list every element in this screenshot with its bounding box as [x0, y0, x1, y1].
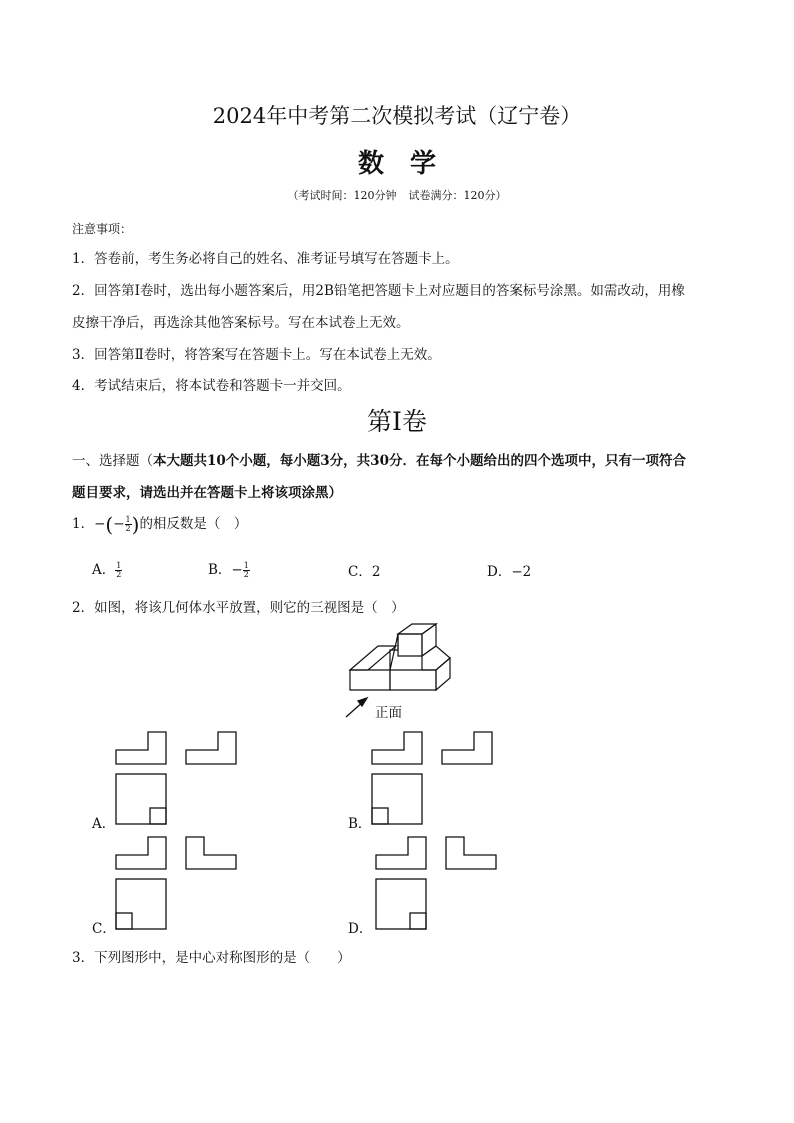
q2-option-a-views [112, 728, 242, 828]
question-3: 3．下列图形中，是中心对称图形的是（ ） [72, 950, 351, 966]
q2-option-a-label[interactable]: A． [92, 816, 116, 832]
note-item-2: 2．回答第Ⅰ卷时，选出每小题答案后，用2B铅笔把答题卡上对应题目的答案标号涂黑。如需改动，用橡 [72, 283, 685, 299]
question-1 [72, 512, 247, 537]
q1-inner-minus: − [113, 516, 125, 532]
notes-heading: 注意事项： [72, 222, 133, 236]
q1-right-paren: ) [131, 512, 140, 537]
q1-option-a-fraction: $\frac{1}{2}$ [116, 561, 122, 579]
time-limit: （考试时间：120分钟 [287, 189, 397, 202]
q2-option-d-label[interactable]: D． [348, 921, 373, 937]
q2-option-c-views [112, 833, 242, 933]
note-item-3: 3．回答第Ⅱ卷时，将答案写在答题卡上。写在本试卷上无效。 [72, 347, 441, 363]
exam-time-info [0, 187, 794, 203]
q1-option-c[interactable]: C．2 [348, 564, 381, 580]
q1-fraction: $\frac{1}{2}$ [125, 515, 131, 533]
part1-prefix: 一、选择题（ [72, 453, 153, 469]
note-item-1: 1．答卷前，考生务必将自己的姓名、准考证号填写在答题卡上。 [72, 251, 459, 267]
q2-front-label: 正面 [375, 705, 402, 721]
note-item-2-cont: 皮擦干净后，再选涂其他答案标号。写在本试卷上无效。 [72, 315, 410, 331]
q1-option-d[interactable]: D．−2 [487, 564, 532, 580]
q1-left-paren: ( [105, 512, 114, 537]
exam-title: 2024年中考第二次模拟考试（辽宁卷） [212, 104, 582, 128]
part1-bold-line1: 本大题共10个小题，每小题3分，共30分．在每个小题给出的四个选项中，只有一项符合 [153, 453, 686, 469]
q2-option-d-views [372, 833, 502, 933]
q2-option-b-label[interactable]: B． [348, 816, 372, 832]
q1-minus: − [94, 516, 106, 532]
q1-suffix: 的相反数是（ ） [139, 516, 248, 532]
q2-option-c-label[interactable]: C． [92, 921, 116, 937]
note-item-4: 4．考试结束后，将本试卷和答题卡一并交回。 [72, 378, 351, 394]
section-title: 第Ⅰ卷 [367, 407, 427, 436]
subject-title: 数学 [357, 149, 462, 179]
q1-option-b-fraction: $\frac{1}{2}$ [243, 561, 249, 579]
q2-option-b-views [368, 728, 498, 828]
part1-bold-line2: 题目要求，请选出并在答题卡上将该项涂黑） [72, 485, 342, 501]
q1-option-a[interactable]: A． $\frac{1}{2}$ [92, 561, 122, 579]
question-2: 2．如图，将该几何体水平放置，则它的三视图是（ ） [72, 600, 405, 616]
q1-option-b[interactable]: B．− $\frac{1}{2}$ [208, 561, 249, 579]
full-score: 试卷满分：120分） [408, 189, 507, 202]
q1-number: 1． [72, 516, 95, 532]
part1-instructions [72, 449, 686, 469]
